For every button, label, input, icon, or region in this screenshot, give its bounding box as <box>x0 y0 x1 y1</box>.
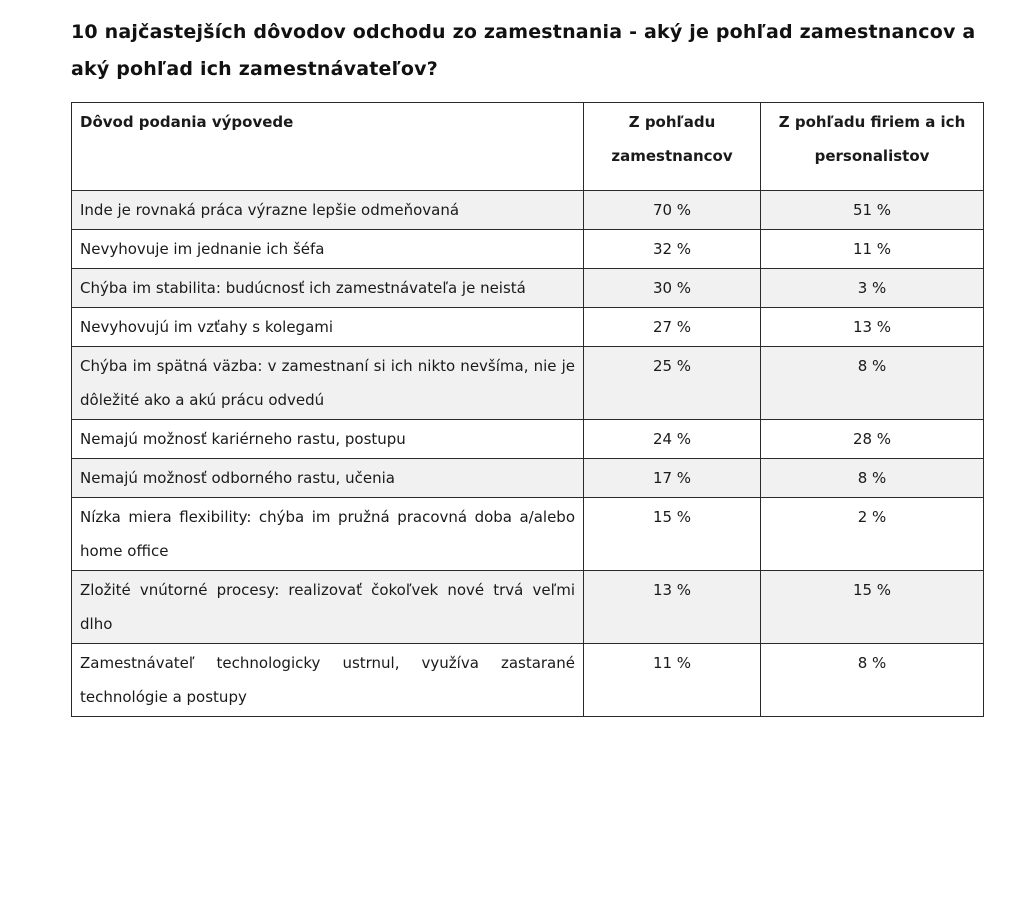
employees-percent-cell: 30 % <box>584 269 761 308</box>
reason-cell: Nevyhovuje im jednanie ich šéfa <box>72 230 584 269</box>
header-reason: Dôvod podania výpovede <box>72 103 584 191</box>
employers-percent-cell: 28 % <box>761 420 984 459</box>
table-row <box>72 191 984 230</box>
header-employers: Z pohľadu firiem a ich personalistov <box>761 103 984 191</box>
employees-percent-cell: 13 % <box>584 571 761 644</box>
employers-percent-cell: 3 % <box>761 269 984 308</box>
employers-percent-cell: 8 % <box>761 347 984 420</box>
reason-cell: Chýba im stabilita: budúcnosť ich zamestnávateľa je neistá <box>72 269 584 308</box>
table-row <box>72 498 984 571</box>
reasons-table <box>71 102 984 717</box>
table-row <box>72 308 984 347</box>
employers-percent-cell: 13 % <box>761 308 984 347</box>
table-row <box>72 269 984 308</box>
table-row <box>72 459 984 498</box>
reason-cell: Nemajú možnosť odborného rastu, učenia <box>72 459 584 498</box>
table-row <box>72 571 984 644</box>
table-row <box>72 230 984 269</box>
reason-cell: Inde je rovnaká práca výrazne lepšie odmeňovaná <box>72 191 584 230</box>
employers-percent-cell: 11 % <box>761 230 984 269</box>
employees-percent-cell: 15 % <box>584 498 761 571</box>
employers-percent-cell: 8 % <box>761 459 984 498</box>
employers-percent-cell: 2 % <box>761 498 984 571</box>
employees-percent-cell: 27 % <box>584 308 761 347</box>
reason-cell: Nízka miera flexibility: chýba im pružná pracovná doba a/alebo home office <box>72 498 584 571</box>
reason-cell: Nemajú možnosť kariérneho rastu, postupu <box>72 420 584 459</box>
employees-percent-cell: 17 % <box>584 459 761 498</box>
reason-cell: Nevyhovujú im vzťahy s kolegami <box>72 308 584 347</box>
employees-percent-cell: 25 % <box>584 347 761 420</box>
employees-percent-cell: 11 % <box>584 644 761 717</box>
employers-percent-cell: 15 % <box>761 571 984 644</box>
table-row <box>72 644 984 717</box>
employers-percent-cell: 51 % <box>761 191 984 230</box>
table-body <box>72 191 984 717</box>
employers-percent-cell: 8 % <box>761 644 984 717</box>
table-row <box>72 347 984 420</box>
reason-cell: Zamestnávateľ technologicky ustrnul, využíva zastarané technológie a postupy <box>72 644 584 717</box>
reason-cell: Chýba im spätná väzba: v zamestnaní si ich nikto nevšíma, nie je dôležité ako a akú prácu odvedú <box>72 347 584 420</box>
employees-percent-cell: 24 % <box>584 420 761 459</box>
header-employees: Z pohľadu zamestnancov <box>584 103 761 191</box>
table-row <box>72 420 984 459</box>
reason-cell: Zložité vnútorné procesy: realizovať čokoľvek nové trvá veľmi dlho <box>72 571 584 644</box>
page-title: 10 najčastejších dôvodov odchodu zo zamestnania - aký je pohľad zamestnancov a aký pohľad ich zamestnávateľov? <box>71 21 976 80</box>
employees-percent-cell: 70 % <box>584 191 761 230</box>
table-header-row <box>72 103 984 191</box>
employees-percent-cell: 32 % <box>584 230 761 269</box>
